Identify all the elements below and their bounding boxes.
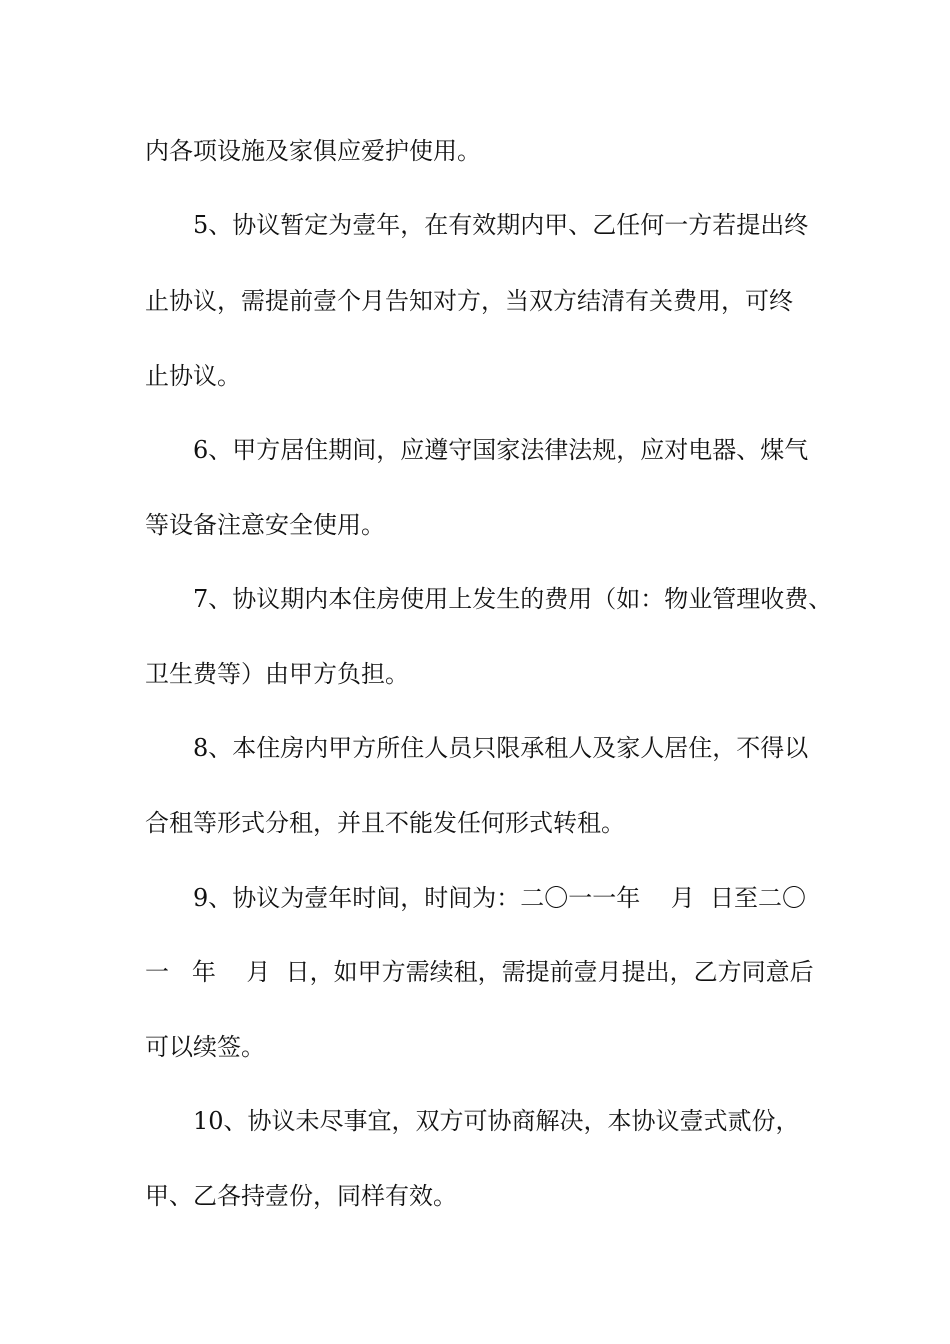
text-line: 可以续签。 (145, 1033, 265, 1061)
text-line: 卫生费等）由甲方负担。 (145, 660, 409, 688)
clause-6-line: 6、甲方居住期间，应遵守国家法律法规，应对电器、煤气 (193, 436, 809, 464)
clause-7-line: 7、协议期内本住房使用上发生的费用（如：物业管理收费、 (193, 585, 833, 613)
text-line: 内各项设施及家俱应爱护使用。 (145, 137, 481, 165)
text-line: 一 年 月 日，如甲方需续租，需提前壹月提出，乙方同意后 (145, 958, 814, 986)
clause-8-line: 8、本住房内甲方所住人员只限承租人及家人居住，不得以 (193, 734, 809, 762)
text-line: 甲、乙各持壹份，同样有效。 (145, 1182, 457, 1210)
text-line: 止协议。 (145, 362, 241, 390)
clause-9-line: 9、协议为壹年时间，时间为：二〇一一年 月 日至二〇 (193, 884, 807, 912)
text-line: 止协议，需提前壹个月告知对方，当双方结清有关费用，可终 (145, 287, 793, 315)
clause-10-line: 10、协议未尽事宜，双方可协商解决，本协议壹式贰份， (193, 1107, 800, 1135)
clause-5-line: 5、协议暂定为壹年，在有效期内甲、乙任何一方若提出终 (193, 211, 809, 239)
text-line: 合租等形式分租，并且不能发任何形式转租。 (145, 809, 625, 837)
text-line: 等设备注意安全使用。 (145, 511, 385, 539)
